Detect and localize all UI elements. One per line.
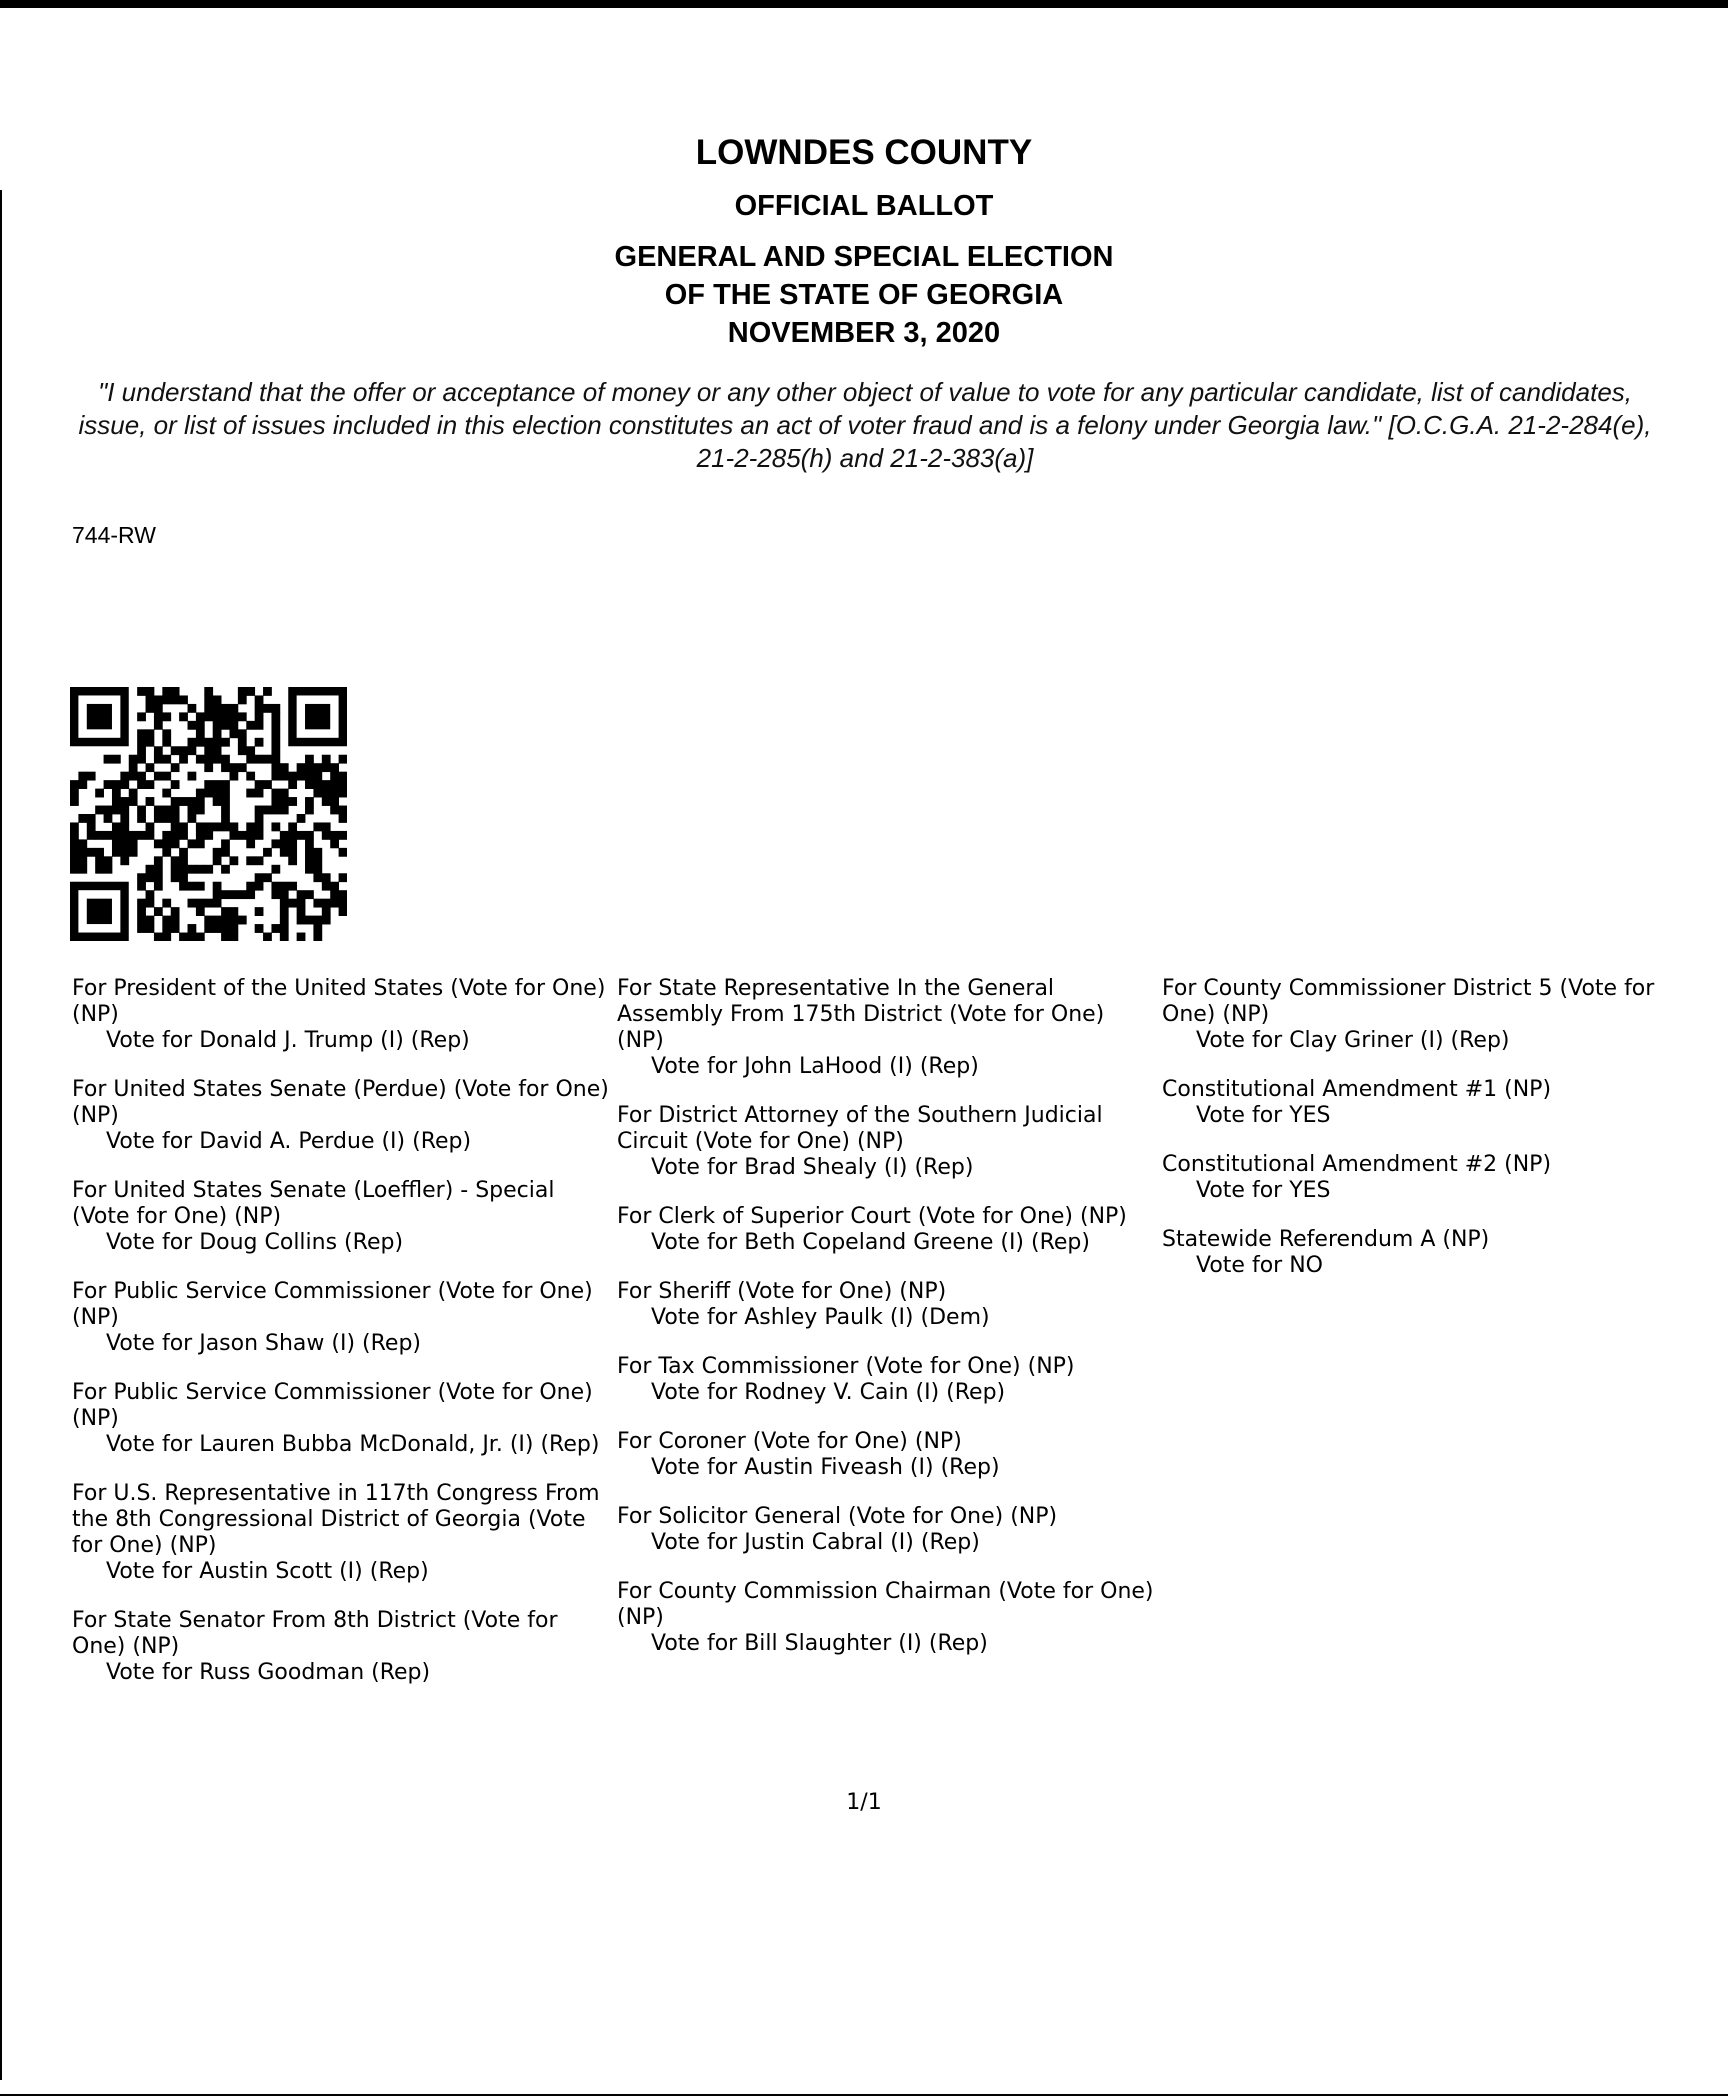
- contest-item: [72, 1178, 612, 1256]
- vote-selection: Vote for David A. Perdue (I) (Rep): [106, 1129, 472, 1154]
- contest-item: [617, 1504, 1157, 1556]
- contest-title: For State Representative In the General Assembly From 175th District (Vote for One) (NP): [617, 976, 1105, 1053]
- contest-item: [1162, 1152, 1702, 1204]
- vote-selection: Vote for Donald J. Trump (I) (Rep): [106, 1028, 470, 1053]
- contest-title: Statewide Referendum A (NP): [1162, 1227, 1490, 1252]
- vote-selection: Vote for Russ Goodman (Rep): [106, 1660, 431, 1685]
- vote-selection: Vote for Rodney V. Cain (I) (Rep): [651, 1380, 1006, 1405]
- contest-title: For Tax Commissioner (Vote for One) (NP): [617, 1354, 1075, 1379]
- vote-selection: Vote for Justin Cabral (I) (Rep): [651, 1530, 980, 1555]
- contest-title: For State Senator From 8th District (Vote for One) (NP): [72, 1608, 558, 1659]
- contest-title: For County Commissioner District 5 (Vote for One) (NP): [1162, 976, 1655, 1027]
- vote-selection: Vote for Brad Shealy (I) (Rep): [651, 1155, 974, 1180]
- contest-item: [1162, 1227, 1702, 1279]
- vote-selection: Vote for Beth Copeland Greene (I) (Rep): [651, 1230, 1090, 1255]
- contest-item: [617, 1279, 1157, 1331]
- contest-title: For Clerk of Superior Court (Vote for One) (NP): [617, 1204, 1127, 1229]
- contest-column-1: [72, 976, 612, 1709]
- county-title: LOWNDES COUNTY: [695, 133, 1033, 172]
- vote-selection: Vote for Doug Collins (Rep): [106, 1230, 404, 1255]
- voter-fraud-statement: "I understand that the offer or acceptance of money or any other object of value to vote for any particular candidate, list of candidates, issue, or list of issues included in this election constitutes an act of voter fraud and is a felony under Georgia law." [O.C.G.A. 21-2-284(e), 21-2-285(h) and 21-2-383(a)]: [78, 377, 1652, 473]
- election-title-line2: OF THE STATE OF GEORGIA: [664, 279, 1064, 311]
- contest-item: [72, 976, 612, 1054]
- contest-title: For Public Service Commissioner (Vote for One) (NP): [72, 1380, 593, 1431]
- vote-selection: Vote for Lauren Bubba McDonald, Jr. (I) (Rep): [106, 1432, 600, 1457]
- vote-selection: Vote for Bill Slaughter (I) (Rep): [651, 1631, 988, 1656]
- contest-title: Constitutional Amendment #1 (NP): [1162, 1077, 1552, 1102]
- vote-selection: Vote for Austin Fiveash (I) (Rep): [651, 1455, 1000, 1480]
- contest-item: [617, 1579, 1157, 1657]
- contest-item: [72, 1077, 612, 1155]
- contest-title: For U.S. Representative in 117th Congress From the 8th Congressional District of Georgia (Vote for One) (NP): [72, 1481, 600, 1558]
- contest-item: [617, 1204, 1157, 1256]
- contest-title: For County Commission Chairman (Vote for One) (NP): [617, 1579, 1154, 1630]
- vote-selection: Vote for John LaHood (I) (Rep): [651, 1054, 979, 1079]
- ballot-header: [0, 130, 1728, 352]
- vote-selection: Vote for YES: [1196, 1103, 1331, 1128]
- election-title-line1: GENERAL AND SPECIAL ELECTION: [614, 241, 1114, 273]
- top-border: [0, 0, 1728, 8]
- contest-column-2: [617, 976, 1157, 1680]
- contest-item: [72, 1380, 612, 1458]
- contest-item: [1162, 1077, 1702, 1129]
- contest-item: [72, 1481, 612, 1585]
- qr-code-icon: [70, 687, 347, 941]
- vote-selection: Vote for Clay Griner (I) (Rep): [1196, 1028, 1510, 1053]
- contest-title: For President of the United States (Vote for One) (NP): [72, 976, 606, 1027]
- contest-item: [72, 1608, 612, 1686]
- election-date: NOVEMBER 3, 2020: [727, 317, 1001, 349]
- contest-item: [617, 1103, 1157, 1181]
- contest-title: For Sheriff (Vote for One) (NP): [617, 1279, 947, 1304]
- contest-title: For District Attorney of the Southern Judicial Circuit (Vote for One) (NP): [617, 1103, 1103, 1154]
- contest-item: [617, 976, 1157, 1080]
- bottom-border: [0, 2094, 1728, 2096]
- contest-title: For Coroner (Vote for One) (NP): [617, 1429, 962, 1454]
- vote-selection: Vote for NO: [1196, 1253, 1323, 1278]
- contest-title: For Solicitor General (Vote for One) (NP): [617, 1504, 1058, 1529]
- contest-item: [617, 1354, 1157, 1406]
- contest-title: For United States Senate (Loeffler) - Special (Vote for One) (NP): [72, 1178, 555, 1229]
- vote-selection: Vote for YES: [1196, 1178, 1331, 1203]
- ballot-type-title: OFFICIAL BALLOT: [734, 190, 994, 222]
- vote-selection: Vote for Ashley Paulk (I) (Dem): [651, 1305, 990, 1330]
- contest-item: [72, 1279, 612, 1357]
- contest-title: For Public Service Commissioner (Vote for One) (NP): [72, 1279, 593, 1330]
- vote-selection: Vote for Austin Scott (I) (Rep): [106, 1559, 429, 1584]
- contest-title: Constitutional Amendment #2 (NP): [1162, 1152, 1552, 1177]
- contest-column-3: [1162, 976, 1702, 1302]
- contest-item: [617, 1429, 1157, 1481]
- contest-title: For United States Senate (Perdue) (Vote for One) (NP): [72, 1077, 609, 1128]
- contest-item: [1162, 976, 1702, 1054]
- ballot-style-id: 744-RW: [72, 522, 156, 548]
- vote-selection: Vote for Jason Shaw (I) (Rep): [106, 1331, 422, 1356]
- page-number: 1/1: [846, 1790, 882, 1815]
